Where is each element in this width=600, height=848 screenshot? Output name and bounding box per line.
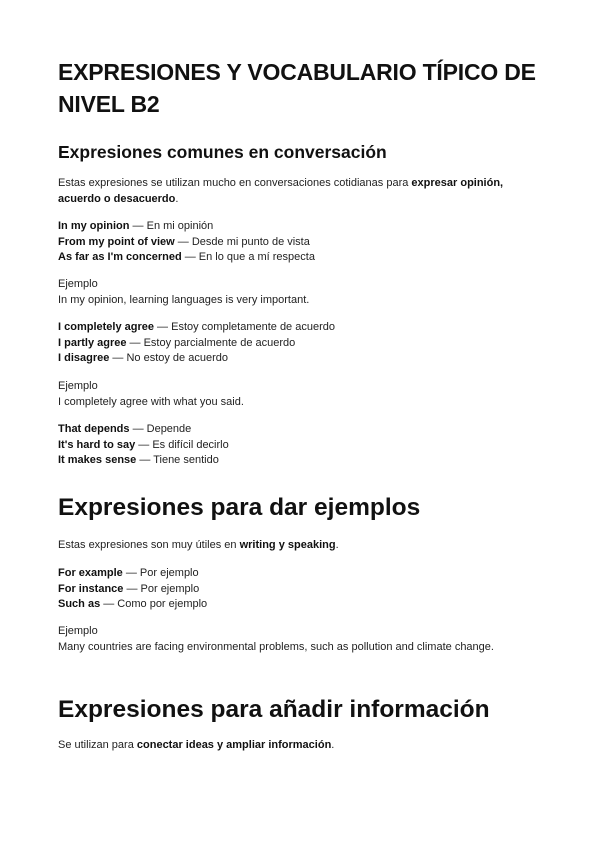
- section-intro-conversation: [58, 176, 548, 207]
- intro-end: .: [331, 739, 335, 751]
- expression-term: It's hard to say: [58, 438, 136, 451]
- expression-translation: — Tiene sentido: [136, 454, 219, 466]
- example-block-2: [58, 379, 548, 410]
- expression-translation: — En mi opinión: [129, 220, 214, 232]
- section-heading-examples: Expresiones para dar ejemplos: [58, 494, 421, 521]
- expression-list-examples: [58, 566, 548, 613]
- example-block-1: [58, 277, 548, 308]
- expression-term: I completely agree: [58, 321, 154, 333]
- intro-bold: conectar ideas y ampliar información: [136, 739, 332, 751]
- expression-list-uncertainty: [58, 422, 548, 469]
- expression-translation: — Desde mi punto de vista: [174, 235, 310, 248]
- list-item: [58, 250, 548, 266]
- example-label: Ejemplo: [58, 380, 98, 392]
- list-item: [58, 438, 548, 454]
- expression-term: For instance: [58, 582, 124, 595]
- expression-term: That depends: [58, 423, 130, 435]
- list-item: [58, 320, 548, 336]
- intro-text: Estas expresiones son muy útiles en: [58, 539, 240, 551]
- expression-translation: — No estoy de acuerdo: [109, 352, 228, 364]
- intro-bold: writing y speaking: [239, 539, 336, 551]
- list-item: [58, 219, 548, 235]
- section-heading-conversation: Expresiones comunes en conversación: [58, 142, 387, 162]
- expression-translation: — Estoy parcialmente de acuerdo: [126, 336, 296, 349]
- expression-translation: — Por ejemplo: [122, 567, 199, 579]
- intro-text: Estas expresiones se utilizan mucho en conversaciones cotidianas para: [58, 177, 412, 189]
- section-intro-adding-info: [58, 738, 548, 754]
- section-intro-examples: [58, 538, 548, 554]
- list-item: [58, 453, 548, 469]
- page-title: EXPRESIONES Y VOCABULARIO TÍPICO DE NIVEL B2: [58, 59, 536, 117]
- example-label: Ejemplo: [58, 625, 98, 637]
- expression-translation: — Es difícil decirlo: [135, 438, 229, 451]
- list-item: [58, 582, 548, 598]
- example-text: Many countries are facing environmental problems, such as pollution and climate change.: [58, 640, 494, 653]
- expression-term: In my opinion: [58, 220, 130, 232]
- expression-list-agreement: [58, 320, 548, 367]
- example-block-3: [58, 624, 548, 655]
- intro-text: Se utilizan para: [58, 739, 137, 751]
- intro-end: .: [175, 192, 179, 205]
- expression-translation: — Estoy completamente de acuerdo: [154, 321, 335, 333]
- expression-term: For example: [58, 567, 123, 579]
- intro-end: .: [335, 539, 339, 551]
- expression-term: From my point of view: [58, 235, 175, 248]
- list-item: [58, 422, 548, 438]
- example-label: Ejemplo: [58, 278, 98, 290]
- intro-bold: expresar opinión, acuerdo o desacuerdo: [58, 177, 504, 205]
- expression-translation: — Como por ejemplo: [100, 598, 208, 610]
- expression-translation: — Depende: [129, 423, 192, 435]
- expression-term: I disagree: [58, 352, 110, 364]
- expression-list-opinion: [58, 219, 548, 266]
- list-item: [58, 351, 548, 367]
- example-text: In my opinion, learning languages is very important.: [58, 293, 310, 306]
- expression-term: As far as I'm concerned: [58, 251, 182, 263]
- list-item: [58, 235, 548, 251]
- example-text: I completely agree with what you said.: [58, 395, 244, 408]
- list-item: [58, 566, 548, 582]
- expression-term: It makes sense: [58, 454, 137, 466]
- section-heading-adding-info: Expresiones para añadir información: [58, 696, 490, 723]
- expression-translation: — En lo que a mí respecta: [181, 251, 315, 263]
- expression-term: I partly agree: [58, 336, 127, 349]
- list-item: [58, 597, 548, 613]
- list-item: [58, 336, 548, 352]
- expression-translation: — Por ejemplo: [123, 582, 200, 595]
- expression-term: Such as: [58, 598, 101, 610]
